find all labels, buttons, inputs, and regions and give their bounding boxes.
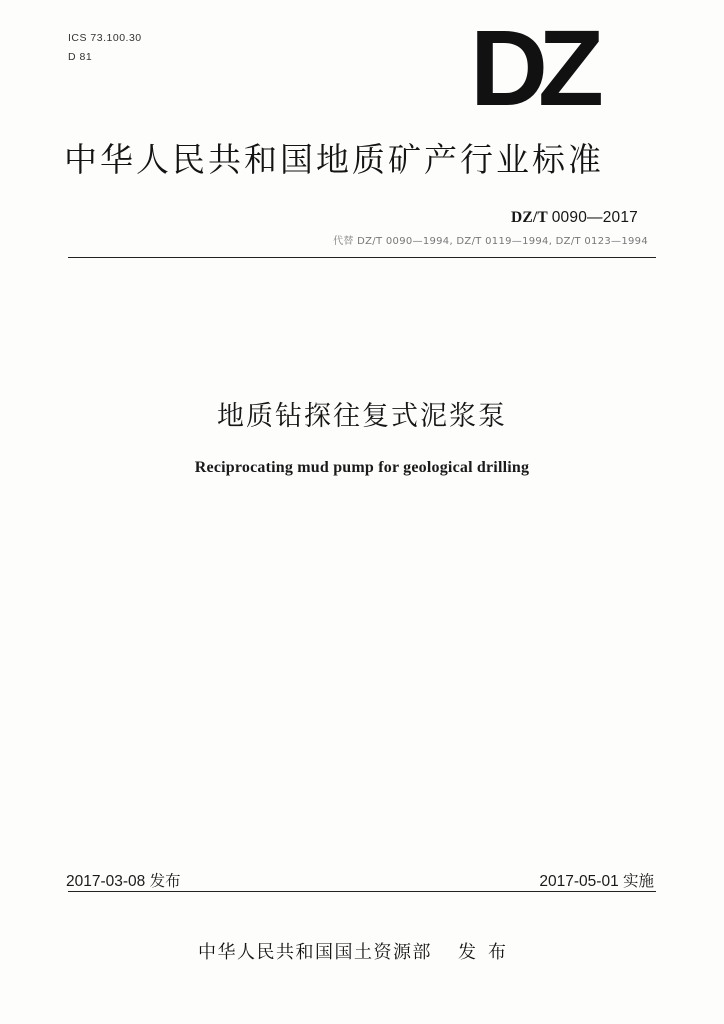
standard-code-prefix: DZ/T	[510, 209, 548, 226]
implement-date: 2017-05-01 实施	[539, 873, 654, 890]
document-title-en: Reciprocating mud pump for geological drilling	[194, 459, 530, 476]
issuer-verb: 发布	[458, 942, 518, 963]
publish-date: 2017-03-08 发布	[66, 873, 181, 890]
ics-code: ICS 73.100.30	[68, 32, 142, 44]
document-title-cn: 地质钻探往复式泥浆泵	[217, 401, 507, 432]
footer-divider	[68, 891, 656, 892]
standard-code	[511, 209, 638, 227]
ccs-code: D 81	[68, 51, 93, 63]
header-divider	[68, 257, 656, 258]
standard-category: 中华人民共和国地质矿产行业标准	[64, 140, 604, 179]
issuer-name: 中华人民共和国国土资源部	[198, 942, 432, 963]
classification-codes	[68, 31, 142, 69]
issuer-line	[198, 938, 518, 964]
replaces-note: 代替 DZ/T 0090—1994, DZ/T 0119—1994, DZ/T 0123—1994	[333, 236, 648, 247]
dz-logo: DZ	[470, 7, 594, 128]
standard-code-number: 0090—2017	[551, 209, 638, 226]
